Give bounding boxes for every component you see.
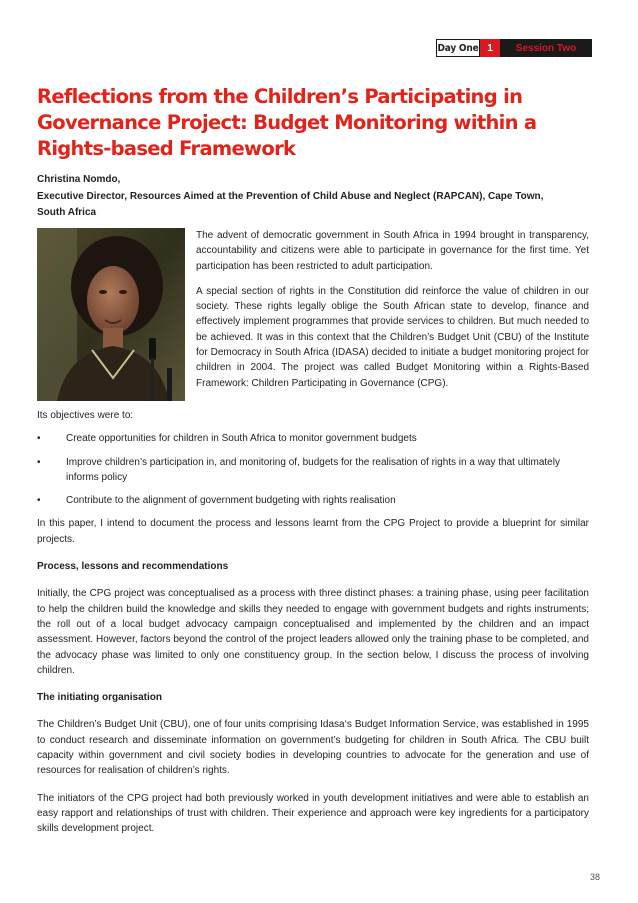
day-number: 1 xyxy=(480,39,500,57)
bullet-marker: • xyxy=(37,456,41,468)
list-item xyxy=(37,431,589,446)
session-label: Session Two xyxy=(500,39,592,57)
author-affiliation-line-1: Executive Director, Resources Aimed at the Prevention of Child Abuse and Neglect (RAPCAN), Cape Town, xyxy=(37,190,544,202)
article-title xyxy=(37,84,597,162)
organisation-paragraph-1: The Children’s Budget Unit (CBU), one of four units comprising Idasa‘s Budget Information Service, was established in 1995 to conduct research and disseminate information on government’s budgeting for children in South Africa. The CBU built capacity within government and civil society bodies in developing countries to advocate for the generation and use of resources for realisation of children’s rights. xyxy=(37,719,589,777)
title-line-2: Governance Project: Budget Monitoring within a xyxy=(37,111,537,134)
session-header-tab xyxy=(436,39,592,57)
page-number: 38 xyxy=(589,872,600,882)
intro-text xyxy=(196,228,589,401)
objective-3: Contribute to the alignment of government budgeting with rights realisation xyxy=(66,495,396,507)
article-body xyxy=(37,408,589,849)
author-affiliation-line-2: South Africa xyxy=(37,207,97,218)
list-item xyxy=(37,455,589,486)
author-name: Christina Nomdo, xyxy=(37,174,121,185)
process-paragraph: Initially, the CPG project was conceptualised as a process with three distinct phases: a training phase, using peer facilitation to help the children build the knowledge and skills they needed to engage with government budgets and rights instruments; the roll out of a local budget advocacy campaign conceptualised and implemented by the children and an impact assessment. However, factors beyond the control of the project leaders allowed only the training phase to be completed, and the advocacy phase was limited to only one constituency group. In the section below, I discuss the process of involving children. xyxy=(37,588,589,676)
paper-intent-paragraph: In this paper, I intend to document the process and lessons learnt from the CPG Project to provide a blueprint for similar projects. xyxy=(37,518,589,545)
bullet-marker: • xyxy=(37,433,41,445)
objectives-label: Its objectives were to: xyxy=(37,410,134,421)
author-photo xyxy=(37,228,185,401)
list-item xyxy=(37,493,589,508)
author-block xyxy=(37,172,597,222)
section-heading-process: Process, lessons and recommendations xyxy=(37,561,229,573)
organisation-paragraph-2: The initiators of the CPG project had both previously worked in youth development initiatives and were able to establish an easy rapport and relationships of trust with children. Their experience and approach were key ingredients for a participatory skills development project. xyxy=(37,792,589,835)
intro-paragraph-1: The advent of democratic government in South Africa in 1994 brought in transparency, accountability and citizens were able to participate in governance for the first time. Yet participation has been restricted to adult participation. xyxy=(196,230,589,272)
objective-1: Create opportunities for children in South Africa to monitor government budgets xyxy=(66,433,417,445)
title-line-1: Reflections from the Children’s Participating in xyxy=(37,85,523,108)
objective-2: Improve children’s participation in, and monitoring of, budgets for the realisation of rights in a way that ultimately informs policy xyxy=(66,456,560,483)
title-line-3: Rights-based Framework xyxy=(37,137,296,160)
section-heading-initiating-organisation: The initiating organisation xyxy=(37,692,162,704)
day-label: Day One xyxy=(436,39,480,57)
intro-paragraph-2: A special section of rights in the Constitution did reinforce the value of children in our society. These rights legally oblige the South African state to develop, finance and effectively implement programmes that provide services to children. But much needed to be achieved. It was in this context that the Children’s Budget Unit (CBU) of the Institute for Democracy in South Africa (IDASA) decided to initiate a budget monitoring project for children in 2004. The project was called Budget Monitoring within a Rights-Based Framework: Children Participating in Governance (CPG). xyxy=(196,285,589,389)
bullet-marker: • xyxy=(37,495,41,507)
